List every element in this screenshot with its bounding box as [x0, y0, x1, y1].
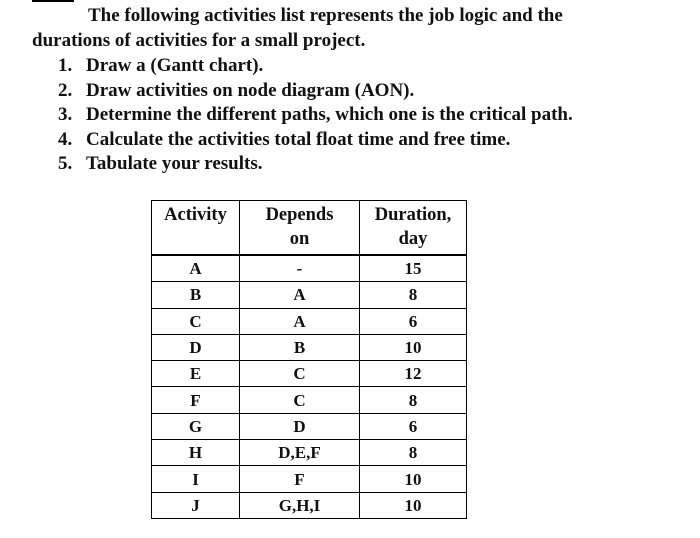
cell-depends-on: G,H,I	[240, 492, 360, 518]
cell-activity: E	[152, 361, 240, 387]
task-text: Draw activities on node diagram (AON).	[86, 79, 415, 101]
cell-depends-on: D,E,F	[240, 440, 360, 466]
cell-duration: 8	[360, 440, 467, 466]
cell-duration: 10	[360, 466, 467, 492]
activities-table	[151, 200, 467, 519]
header-duration	[360, 201, 467, 256]
intro-text-line-2: durations of activities for a small project.	[32, 30, 366, 51]
intro-text-line-1: The following activities list represents the job logic and the	[88, 5, 563, 26]
cell-activity: J	[152, 492, 240, 518]
cell-activity: A	[152, 255, 240, 282]
cell-depends-on: D	[240, 413, 360, 439]
table-body	[152, 255, 467, 518]
cell-duration: 8	[360, 282, 467, 308]
task-item	[58, 103, 573, 128]
cell-duration: 8	[360, 387, 467, 413]
cell-duration: 6	[360, 413, 467, 439]
cell-activity: F	[152, 387, 240, 413]
table-row	[152, 255, 467, 282]
cell-depends-on: B	[240, 334, 360, 360]
cell-activity: B	[152, 282, 240, 308]
cell-duration: 12	[360, 361, 467, 387]
task-number: 2.	[58, 79, 73, 101]
cell-duration: 6	[360, 308, 467, 334]
task-text: Tabulate your results.	[86, 153, 263, 175]
task-number: 5.	[58, 153, 73, 175]
cell-depends-on: C	[240, 361, 360, 387]
header-depends-line-2: on	[289, 229, 310, 249]
task-item	[58, 128, 573, 153]
table-row	[152, 440, 467, 466]
table-row	[152, 413, 467, 439]
cell-depends-on: A	[240, 308, 360, 334]
cell-activity: G	[152, 413, 240, 439]
top-rule-divider	[32, 0, 74, 2]
header-activity-label: Activity	[164, 205, 227, 225]
table-row	[152, 308, 467, 334]
cell-depends-on: A	[240, 282, 360, 308]
task-item	[58, 79, 573, 104]
task-item	[58, 152, 573, 177]
cell-duration: 15	[360, 255, 467, 282]
task-text: Determine the different paths, which one is the critical path.	[86, 104, 573, 126]
cell-depends-on: -	[240, 255, 360, 282]
header-duration-line-1: Duration,	[374, 205, 452, 225]
table-row	[152, 361, 467, 387]
header-depends-line-1: Depends	[265, 205, 334, 225]
cell-duration: 10	[360, 492, 467, 518]
task-number: 1.	[58, 55, 73, 76]
task-number: 3.	[58, 104, 73, 126]
table-row	[152, 492, 467, 518]
cell-duration: 10	[360, 334, 467, 360]
task-item	[58, 54, 573, 79]
table-row	[152, 387, 467, 413]
header-depends-on	[240, 201, 360, 256]
task-text: Draw a (Gantt chart).	[86, 55, 264, 76]
task-list	[58, 54, 573, 177]
table-row	[152, 466, 467, 492]
table-row	[152, 334, 467, 360]
cell-depends-on: F	[240, 466, 360, 492]
table-row	[152, 282, 467, 308]
table-header-row	[152, 201, 467, 256]
cell-activity: D	[152, 334, 240, 360]
cell-depends-on: C	[240, 387, 360, 413]
header-activity	[152, 201, 240, 256]
task-number: 4.	[58, 128, 73, 150]
cell-activity: I	[152, 466, 240, 492]
cell-activity: C	[152, 308, 240, 334]
task-text: Calculate the activities total float time and free time.	[86, 128, 511, 150]
cell-activity: H	[152, 440, 240, 466]
header-duration-line-2: day	[398, 229, 428, 249]
